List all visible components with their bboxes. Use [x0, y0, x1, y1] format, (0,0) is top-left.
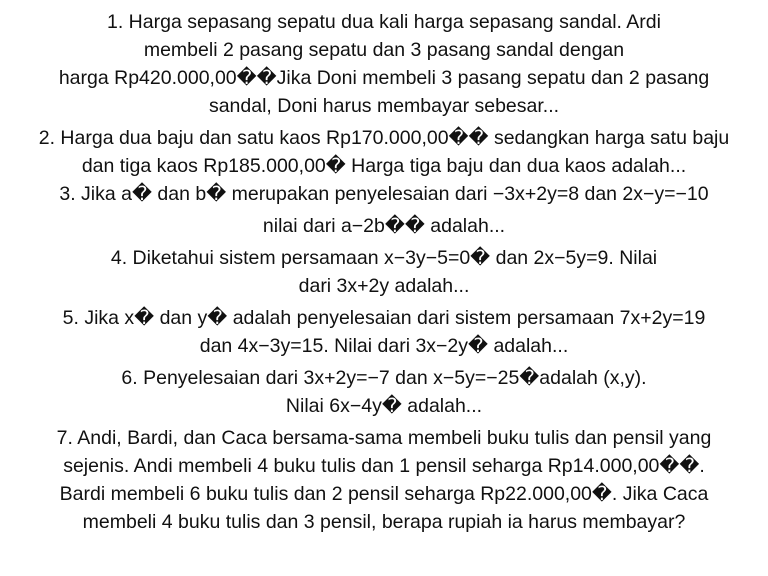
- question-4-line-1: 4. Diketahui sistem persamaan x−3y−5=0� dan 2x−5y=9. Nilai: [110, 247, 658, 269]
- question-7: [0, 424, 768, 536]
- question-5-line-1: 5. Jika x� dan y� adalah penyelesaian dari sistem persamaan 7x+2y=19: [62, 307, 706, 329]
- question-4: [0, 244, 768, 300]
- question-3-line-1: 3. Jika a� dan b� merupakan penyelesaian dari −3x+2y=8 dan 2x−y=−10: [59, 183, 709, 205]
- question-4-line-2: dari 3x+2y adalah...: [298, 275, 470, 297]
- question-7-line-2: sejenis. Andi membeli 4 buku tulis dan 1 pensil seharga Rp14.000,00��.: [63, 455, 705, 477]
- question-3-line-2: nilai dari a−2b�� adalah...: [262, 215, 506, 237]
- question-3: [0, 180, 768, 240]
- question-5: [0, 304, 768, 360]
- question-2: [0, 124, 768, 180]
- question-1-line-4: sandal, Doni harus membayar sebesar...: [208, 95, 560, 117]
- question-6-line-2: Nilai 6x−4y� adalah...: [285, 395, 483, 417]
- question-1-line-3: harga Rp420.000,00��Jika Doni membeli 3 pasang sepatu dan 2 pasang: [58, 67, 710, 89]
- question-7-line-4: membeli 4 buku tulis dan 3 pensil, berapa rupiah ia harus membayar?: [82, 511, 686, 533]
- question-list: [0, 8, 768, 536]
- question-5-line-2: dan 4x−3y=15. Nilai dari 3x−2y� adalah...: [199, 335, 569, 357]
- question-6-line-1: 6. Penyelesaian dari 3x+2y=−7 dan x−5y=−25�adalah (x,y).: [121, 367, 647, 389]
- question-1-line-2: membeli 2 pasang sepatu dan 3 pasang sandal dengan: [143, 39, 625, 61]
- question-2-line-1: 2. Harga dua baju dan satu kaos Rp170.000,00�� sedangkan harga satu baju: [38, 127, 730, 149]
- question-1: [0, 8, 768, 120]
- question-2-line-2: dan tiga kaos Rp185.000,00� Harga tiga baju dan dua kaos adalah...: [81, 155, 687, 177]
- question-7-line-3: Bardi membeli 6 buku tulis dan 2 pensil seharga Rp22.000,00�. Jika Caca: [59, 483, 709, 505]
- question-1-line-1: 1. Harga sepasang sepatu dua kali harga sepasang sandal. Ardi: [107, 11, 661, 33]
- question-6: [0, 364, 768, 420]
- question-7-line-1: 7. Andi, Bardi, dan Caca bersama-sama membeli buku tulis dan pensil yang: [56, 427, 712, 449]
